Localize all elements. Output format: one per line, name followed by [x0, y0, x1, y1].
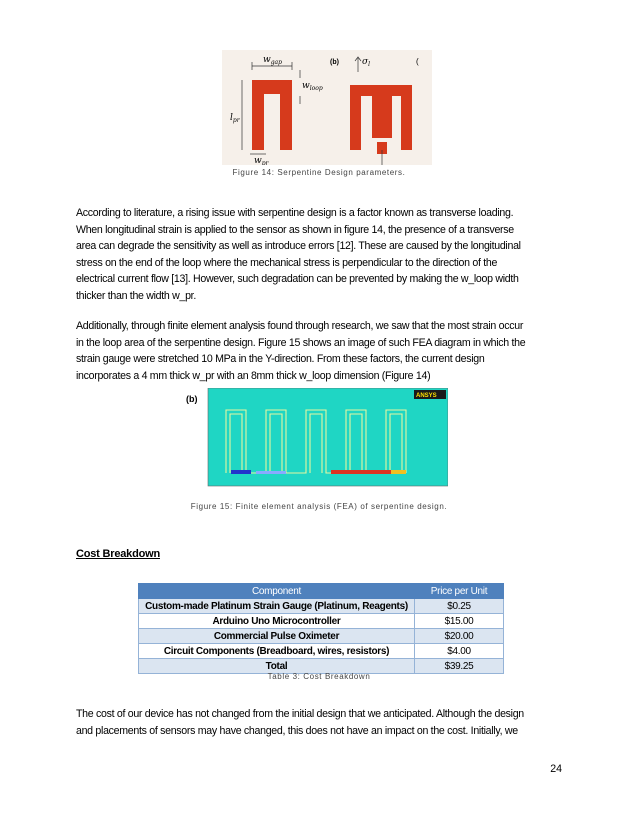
table-header-row: [139, 584, 504, 599]
label-l-pr: $l_{pr}$: [230, 113, 240, 124]
figure-15-fea-image: [186, 388, 448, 488]
table-row: [139, 614, 504, 629]
text-line: electrical current flow [13]. However, such degradation can be prevented by making the w_loop width: [76, 273, 519, 286]
paragraph-fea: [76, 318, 568, 384]
total-label-cell: Total: [139, 659, 415, 674]
figure-15-caption: Figure 15: Finite element analysis (FEA) of serpentine design.: [190, 502, 448, 511]
panel-b-label: (b): [330, 59, 339, 66]
text-line: When longitudinal strain is applied to the sensor as shown in figure 14, the presence of a transverse: [76, 223, 514, 236]
table-row: [139, 629, 504, 644]
paragraph-transverse-loading: [76, 205, 568, 305]
text-line: stress on the end of the loop where the mechanical stress is perpendicular to the direction of the: [76, 256, 498, 269]
total-price-cell: $39.25: [415, 659, 504, 674]
table-3-caption: Table 3: Cost Breakdown: [267, 672, 371, 681]
price-cell: $0.25: [415, 599, 504, 614]
ansys-logo-text: ANSYS: [416, 393, 437, 399]
header-price: Price per Unit: [415, 584, 504, 599]
label-w-loop: $w_{loop}$: [302, 81, 323, 92]
header-component: Component: [139, 584, 415, 599]
figure-15-panel-label: (b): [186, 394, 198, 404]
text-line: thicker than the width w_pr.: [76, 289, 196, 302]
label-w-pr: $w_{pr}$: [254, 156, 269, 165]
text-line: The cost of our device has not changed from the initial design that we anticipated. Although the design: [76, 708, 524, 720]
cost-breakdown-heading: Cost Breakdown: [76, 548, 160, 560]
text-line: incorporates a 4 mm thick w_pr with an 8mm thick w_loop dimension (Figure 14): [76, 369, 431, 382]
price-cell: $4.00: [415, 644, 504, 659]
paragraph-cost: [76, 706, 568, 739]
text-line: in the loop area of the serpentine design. Figure 15 shows an image of such FEA diagram in which the: [76, 336, 526, 349]
text-line: According to literature, a rising issue with serpentine design is a factor known as transverse loading.: [76, 207, 514, 219]
label-w-gap: $w_{gap}$: [263, 55, 282, 66]
table-row: [139, 644, 504, 659]
component-cell: Commercial Pulse Oximeter: [139, 629, 415, 644]
component-cell: Circuit Components (Breadboard, wires, resistors): [139, 644, 415, 659]
label-sigma: $\sigma_l$: [362, 57, 371, 68]
panel-c-label: (: [416, 57, 419, 66]
component-cell: Arduino Uno Microcontroller: [139, 614, 415, 629]
price-cell: $20.00: [415, 629, 504, 644]
text-line: Additionally, through finite element analysis found through research, we saw that the most strain occur: [76, 320, 524, 332]
cost-table: [138, 583, 504, 674]
text-line: area can degrade the sensitivity as well as introduce errors [12]. These are caused by the longitudinal: [76, 240, 521, 253]
price-cell: $15.00: [415, 614, 504, 629]
page-number: 24: [550, 763, 562, 775]
text-line: and placements of sensors may have changed, this does not have an impact on the cost. Initially, we: [76, 724, 518, 737]
figure-14-serpentine-diagram: [222, 50, 432, 165]
text-line: strain gauge were stretched 10 MPa in the Y-direction. From these factors, the current design: [76, 353, 485, 366]
table-row: [139, 599, 504, 614]
component-cell: Custom-made Platinum Strain Gauge (Platinum, Reagents): [139, 599, 415, 614]
figure-14-caption: Figure 14: Serpentine Design parameters.: [232, 168, 406, 177]
